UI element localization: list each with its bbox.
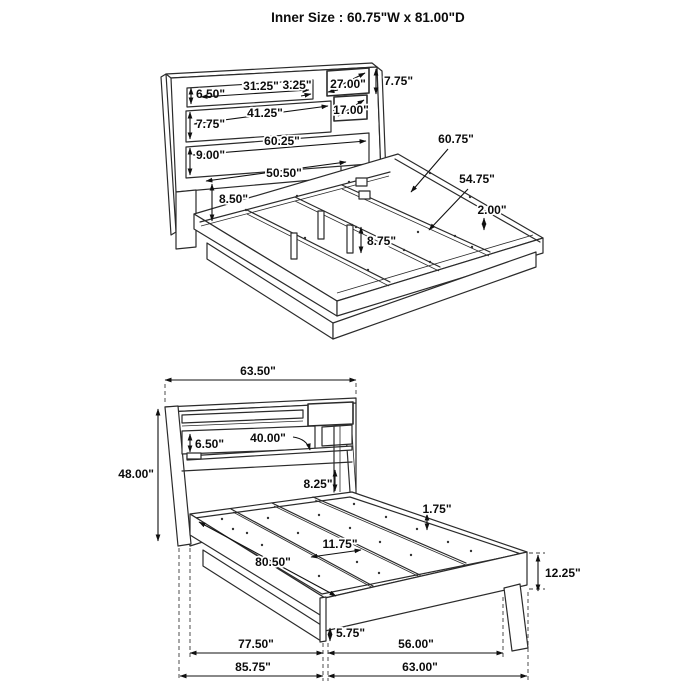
dim-compartment-mid: 17.00" — [333, 103, 369, 117]
dim-shelf-opening-height: 6.50" — [195, 437, 225, 451]
dim-under-headboard-span: 50.50" — [266, 166, 302, 180]
dim-shelf-opening-width: 40.00" — [250, 431, 286, 445]
dim-deck-clearance: 8.25" — [303, 477, 333, 491]
bracket — [359, 191, 370, 199]
dim-overall-depth-left: 85.75" — [235, 660, 271, 674]
bracket — [356, 178, 367, 186]
dim-top-section-height: 7.75" — [384, 74, 414, 88]
top-perspective-view — [161, 63, 543, 339]
dim-base-lip-height: 5.75" — [336, 626, 366, 640]
dim-deck-length: 80.50" — [255, 555, 291, 569]
dim-overall-depth-right: 63.00" — [402, 660, 438, 674]
page-title: Inner Size : 60.75"W x 81.00"D — [271, 10, 465, 25]
dim-shelf3-width: 60.25" — [264, 134, 300, 148]
dim-headboard-width: 63.50" — [240, 364, 276, 378]
dim-foot-end-height: 12.25" — [545, 566, 581, 580]
dim-foot-floor-span: 56.00" — [398, 637, 434, 651]
corner-post — [320, 597, 326, 642]
shelf-board-tab — [187, 453, 201, 459]
dim-slat-gap-spacing: 11.75" — [322, 537, 358, 551]
dim-shelf2-height: 7.75" — [196, 117, 226, 131]
dim-shelf1-width: 31.25" — [243, 79, 279, 93]
dim-center-rail-length: 54.75" — [459, 172, 495, 186]
dim-compartment-top: 27.00" — [330, 77, 366, 91]
dim-headboard-height: 48.00" — [118, 467, 154, 481]
dim-shelf2-width: 41.25" — [247, 106, 283, 120]
compartment-mid-side — [322, 425, 352, 446]
side-view — [118, 364, 580, 681]
compartment-top-side — [308, 402, 353, 426]
dim-under-headboard-height: 8.50" — [219, 192, 249, 206]
dim-rail-thickness: 2.00" — [477, 203, 507, 217]
dim-center-support-height: 8.75" — [367, 234, 397, 248]
support-post — [347, 225, 353, 253]
support-post — [318, 211, 324, 239]
dim-deck-floor-span: 77.50" — [238, 637, 274, 651]
dim-rail-lip: 1.75" — [422, 502, 452, 516]
dim-shelf1-height: 6.50" — [196, 87, 226, 101]
dim-shelf1-divider: 3.25" — [282, 78, 312, 92]
support-post — [291, 233, 297, 259]
foot-leg — [504, 584, 528, 651]
headboard-left-leg — [176, 190, 196, 249]
dim-shelf3-height: 9.00" — [196, 148, 226, 162]
dim-side-rail-length: 60.75" — [438, 132, 474, 146]
